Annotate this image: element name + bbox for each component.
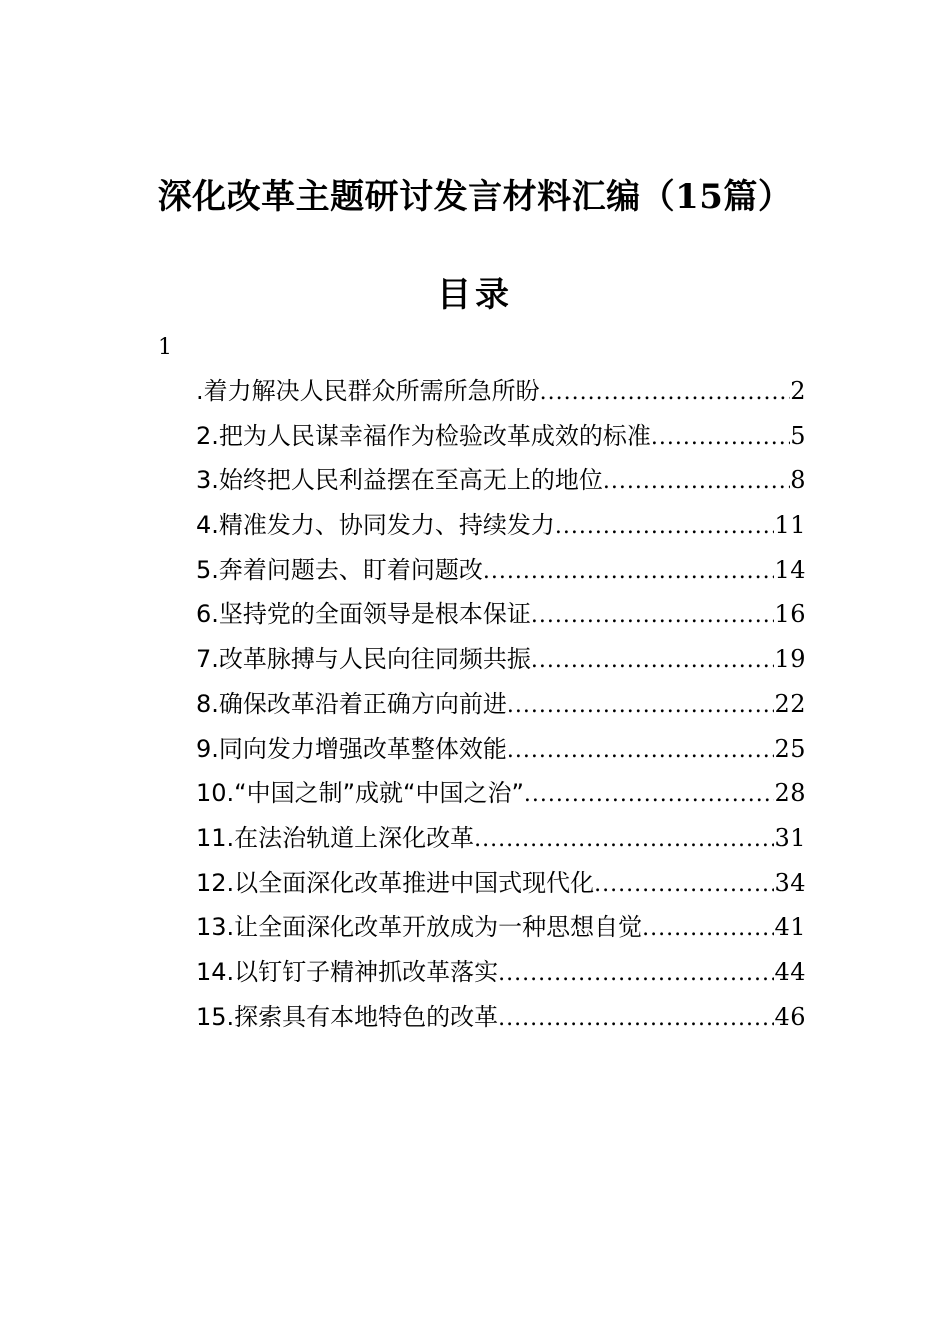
toc-dot-leader	[594, 863, 774, 906]
toc-page-number: 19	[774, 645, 806, 674]
toc-page-number: 16	[774, 600, 806, 629]
toc-entry[interactable]	[196, 905, 806, 950]
document-title: 深化改革主题研讨发言材料汇编（15篇）	[157, 177, 793, 217]
toc-dot-leader	[474, 818, 774, 861]
toc-page-number: 25	[774, 734, 806, 763]
toc-entry[interactable]	[196, 414, 806, 459]
toc-entry[interactable]	[196, 861, 806, 906]
toc-page-number: 44	[774, 957, 806, 986]
toc-dot-leader	[524, 773, 775, 816]
toc-entry[interactable]	[196, 592, 806, 637]
toc-entry[interactable]	[196, 458, 806, 503]
toc-dot-leader	[498, 997, 774, 1040]
toc-page-number: 41	[774, 913, 806, 942]
toc-page-number: 31	[774, 823, 806, 852]
toc-entry[interactable]	[196, 503, 806, 548]
toc-entry-title: 15.探索具有本地特色的改革	[196, 1002, 499, 1031]
toc-entry[interactable]	[196, 682, 806, 727]
toc-entry-title: 14.以钉钉子精神抓改革落实	[196, 957, 499, 986]
toc-dot-leader	[540, 371, 791, 414]
toc-entry[interactable]	[196, 548, 806, 593]
toc-entry-title: 11.在法治轨道上深化改革	[196, 823, 475, 852]
toc-entry-title: 3.始终把人民利益摆在至高无上的地位	[196, 466, 603, 495]
toc-entry-title: 12.以全面深化改革推进中国式现代化	[196, 868, 595, 897]
toc-dot-leader	[483, 550, 775, 593]
toc-entry[interactable]	[196, 816, 806, 861]
toc-dot-leader	[498, 952, 774, 995]
toc-dot-leader	[531, 639, 775, 682]
toc-entry-title: 10.“中国之制”成就“中国之治”	[196, 779, 524, 808]
toc-page-number: 22	[774, 689, 806, 718]
table-of-contents	[196, 369, 806, 1039]
toc-page-number: 11	[774, 511, 806, 540]
toc-entry-title: .着力解决人民群众所需所急所盼	[196, 377, 540, 405]
toc-entry-title: 2.把为人民谋幸福作为检验改革成效的标准	[196, 421, 651, 450]
toc-page-number: 8	[790, 466, 806, 495]
toc-entry[interactable]	[196, 369, 806, 414]
toc-entry[interactable]	[196, 727, 806, 772]
toc-dot-leader	[642, 907, 774, 950]
toc-entry-title: 9.同向发力增强改革整体效能	[196, 734, 507, 763]
toc-heading: 目录	[437, 275, 513, 315]
toc-dot-leader	[531, 594, 775, 637]
toc-entry[interactable]	[196, 995, 806, 1040]
toc-dot-leader	[507, 729, 775, 772]
toc-entry[interactable]	[196, 771, 806, 816]
toc-dot-leader	[651, 416, 790, 459]
toc-entry[interactable]	[196, 637, 806, 682]
toc-dot-leader	[603, 460, 790, 503]
toc-entry-title: 8.确保改革沿着正确方向前进	[196, 689, 507, 718]
toc-page-number: 34	[774, 868, 806, 897]
toc-entry-title: 4.精准发力、协同发力、持续发力	[196, 511, 555, 540]
toc-entry-title: 7.改革脉搏与人民向往同频共振	[196, 645, 531, 674]
toc-page-number: 5	[790, 421, 806, 450]
stray-number: 1	[158, 335, 172, 360]
toc-entry-title: 6.坚持党的全面领导是根本保证	[196, 600, 531, 629]
toc-dot-leader	[555, 505, 775, 548]
toc-entry[interactable]	[196, 950, 806, 995]
toc-entry-title: 13.让全面深化改革开放成为一种思想自觉	[196, 913, 643, 942]
toc-page-number: 2	[790, 377, 806, 405]
toc-entry-title: 5.奔着问题去、盯着问题改	[196, 555, 483, 584]
toc-page-number: 14	[774, 555, 806, 584]
toc-page-number: 46	[774, 1002, 806, 1031]
toc-page-number: 28	[774, 779, 806, 808]
toc-dot-leader	[507, 684, 775, 727]
